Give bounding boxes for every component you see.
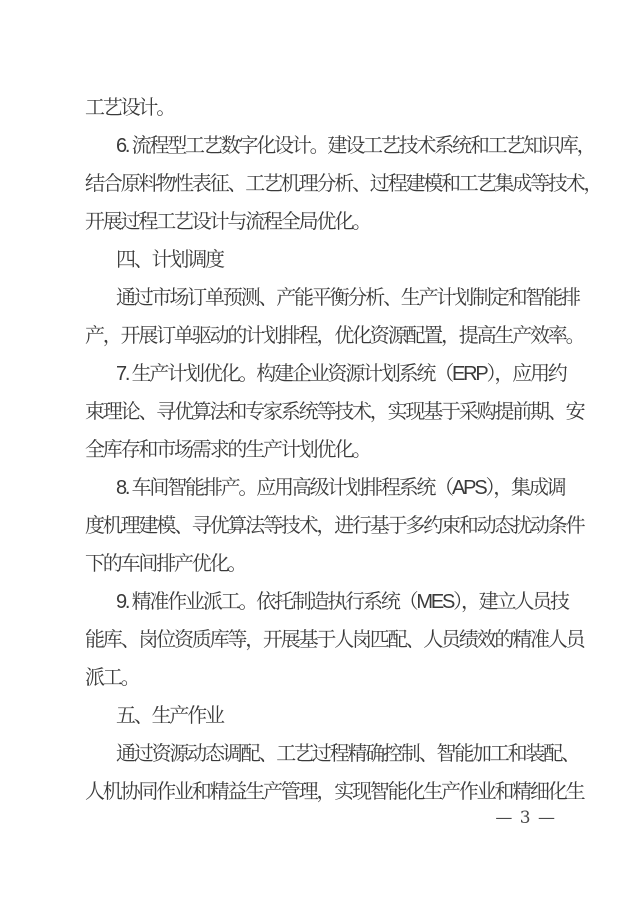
list-item-6-line: 6. 流程型工艺数字化设计。建设工艺技术系统和工艺知识库， xyxy=(116,135,595,157)
body-text-line: 结合原料物性表征、工艺机理分析、过程建模和工艺集成等技术， xyxy=(85,173,602,195)
list-item-7-line: 7. 生产计划优化。构建企业资源计划系统（ERP），应用约 xyxy=(116,363,566,385)
list-item-8-line: 8. 车间智能排产。应用高级计划排程系统（APS），集成调 xyxy=(116,477,565,499)
section-heading-5: 五、生产作业 xyxy=(116,705,223,727)
document-body xyxy=(85,89,601,811)
list-item-9-line: 9. 精准作业派工。依托制造执行系统（MES），建立人员技 xyxy=(116,591,568,613)
body-text-line: 全库存和市场需求的生产计划优化。 xyxy=(85,439,370,461)
body-text-line: 下的车间排产优化。 xyxy=(85,553,246,575)
body-text-line: 产，开展订单驱动的计划排程，优化资源配置，提高生产效率。 xyxy=(85,325,584,347)
body-text-line: 开展过程工艺设计与流程全局优化。 xyxy=(85,211,370,233)
body-text-line: 人机协同作业和精益生产管理，实现智能化生产作业和精细化生 xyxy=(85,781,584,803)
body-text-line: 度机理建模、寻优算法等技术，进行基于多约束和动态扰动条件 xyxy=(85,515,584,537)
body-text-line: 束理论、寻优算法和专家系统等技术，实现基于采购提前期、安 xyxy=(85,401,584,423)
body-text-line: 工艺设计。 xyxy=(85,97,174,119)
page-number: — 3 — xyxy=(495,808,556,828)
body-text-line: 通过资源动态调配、工艺过程精确控制、智能加工和装配、 xyxy=(116,743,579,765)
body-text-line: 派工。 xyxy=(85,667,139,689)
body-text-line: 能库、岗位资质库等，开展基于人岗匹配、人员绩效的精准人员 xyxy=(85,629,584,651)
section-heading-4: 四、计划调度 xyxy=(116,249,223,271)
body-text-line: 通过市场订单预测、产能平衡分析、生产计划制定和智能排 xyxy=(116,287,579,309)
